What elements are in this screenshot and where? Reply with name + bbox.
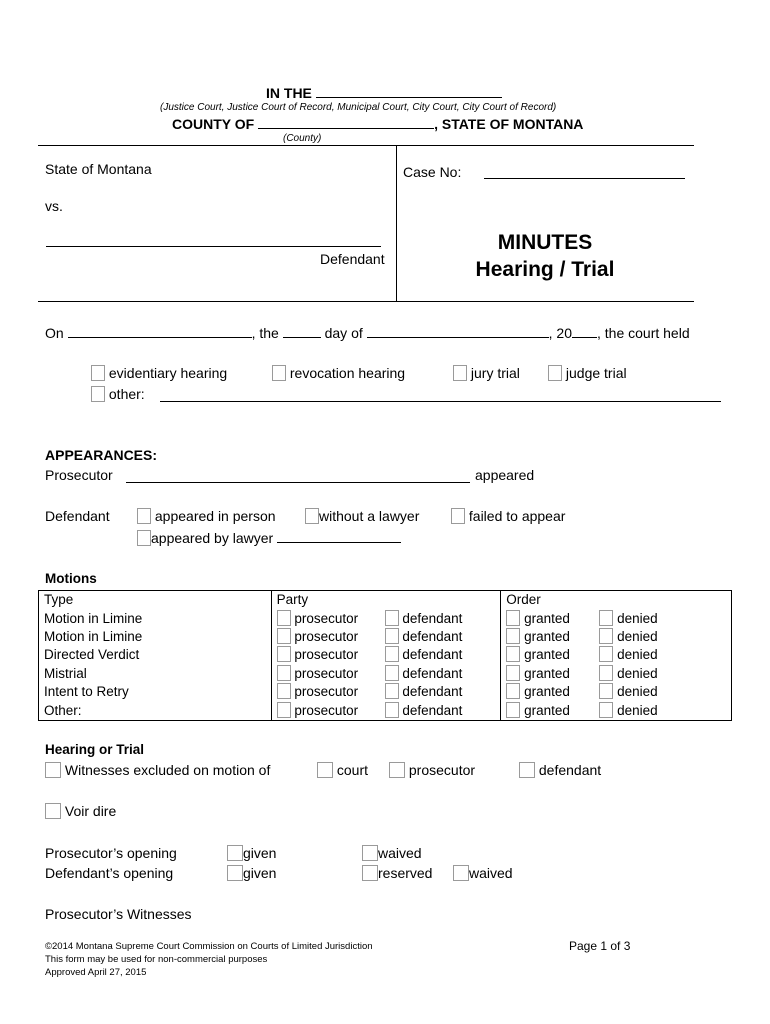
checkbox[interactable] xyxy=(385,610,399,626)
table-header-row xyxy=(39,591,732,610)
option-label: Voir dire xyxy=(64,803,117,819)
defendant-name-field[interactable] xyxy=(46,246,381,247)
option-label: prosecutor xyxy=(294,702,359,718)
order-granted-option[interactable] xyxy=(506,702,599,720)
checkbox[interactable] xyxy=(548,365,562,381)
order-cell xyxy=(501,609,732,627)
order-denied-option[interactable] xyxy=(599,610,657,628)
lawyer-name-field[interactable] xyxy=(277,529,401,543)
party-defendant-option[interactable] xyxy=(385,610,463,628)
checkbox[interactable] xyxy=(277,702,291,718)
checkbox[interactable] xyxy=(453,365,467,381)
case-no-field[interactable] xyxy=(484,178,685,179)
option-label: prosecutor xyxy=(294,610,359,626)
prosecutor-opening-waived-option[interactable] xyxy=(362,845,422,861)
month-field[interactable] xyxy=(367,324,549,338)
state-label: , STATE OF MONTANA xyxy=(434,116,584,132)
hearing-type-judge-trial[interactable] xyxy=(548,365,627,381)
prosecutor-witnesses-label: Prosecutor’s Witnesses xyxy=(45,906,192,922)
defendant-opening-reserved-option[interactable] xyxy=(362,865,432,881)
prosecutor-opening-label: Prosecutor’s opening xyxy=(45,845,177,861)
checkbox[interactable] xyxy=(227,845,243,861)
defendant-opening-given-option[interactable] xyxy=(227,865,276,881)
other-field[interactable] xyxy=(160,401,721,402)
option-label: granted xyxy=(524,684,570,700)
motion-type: Other: xyxy=(39,701,272,720)
party-defendant-option[interactable] xyxy=(385,646,463,664)
checkbox[interactable] xyxy=(45,762,61,778)
checkbox[interactable] xyxy=(506,628,520,644)
court-types-caption: (Justice Court, Justice Court of Record, Municipal Court, City Court, City Court of Record) xyxy=(160,102,557,113)
order-cell xyxy=(501,683,732,701)
option-label: denied xyxy=(617,647,658,663)
checkbox[interactable] xyxy=(451,508,465,524)
caption-bottom-rule xyxy=(38,301,694,302)
motion-type: Mistrial xyxy=(39,665,272,683)
checkbox[interactable] xyxy=(277,628,291,644)
day-of-label: day of xyxy=(324,325,363,341)
option-label: given xyxy=(243,845,277,861)
the-label: , the xyxy=(251,325,279,341)
checkbox[interactable] xyxy=(45,803,61,819)
checkbox[interactable] xyxy=(272,365,286,381)
checkbox[interactable] xyxy=(385,702,399,718)
county-line xyxy=(172,115,583,132)
option-label: granted xyxy=(524,702,570,718)
party-defendant-option[interactable] xyxy=(385,628,463,646)
appeared-label: appeared xyxy=(475,467,535,483)
year-label: , 20 xyxy=(548,325,572,341)
option-label: denied xyxy=(617,628,658,644)
option-label: prosecutor xyxy=(408,762,476,778)
checkbox[interactable] xyxy=(277,610,291,626)
option-label: reserved xyxy=(378,865,433,881)
hearing-type-other[interactable] xyxy=(91,386,145,402)
checkbox[interactable] xyxy=(453,865,469,881)
column-header-party: Party xyxy=(271,591,501,610)
motion-type: Motion in Limine xyxy=(39,609,272,627)
checkbox[interactable] xyxy=(362,865,378,881)
table-row xyxy=(39,609,732,627)
order-cell xyxy=(501,646,732,664)
prosecutor-name-field[interactable] xyxy=(126,482,470,483)
county-of-label: COUNTY OF xyxy=(172,116,255,132)
checkbox[interactable] xyxy=(385,628,399,644)
order-denied-option[interactable] xyxy=(599,683,657,701)
hearing-type-jury-trial[interactable] xyxy=(453,365,520,381)
checkbox[interactable] xyxy=(599,683,613,699)
party-cell xyxy=(271,628,501,646)
order-cell xyxy=(501,701,732,720)
hearing-type-revocation[interactable] xyxy=(272,365,405,381)
order-denied-option[interactable] xyxy=(599,628,657,646)
checkbox[interactable] xyxy=(506,646,520,662)
option-label: without a lawyer xyxy=(319,508,420,524)
copyright-text: ©2014 Montana Supreme Court Commission on Courts of Limited Jurisdiction xyxy=(45,941,373,952)
footer xyxy=(45,940,373,979)
motions-table xyxy=(38,590,732,721)
option-label: prosecutor xyxy=(294,665,359,681)
defendant-opening-label: Defendant’s opening xyxy=(45,865,174,881)
option-label: defendant xyxy=(402,702,463,718)
checkbox[interactable] xyxy=(389,762,405,778)
hearing-or-trial-heading: Hearing or Trial xyxy=(45,742,145,757)
motion-type: Motion in Limine xyxy=(39,628,272,646)
party-defendant-option[interactable] xyxy=(385,702,463,720)
option-label: revocation hearing xyxy=(289,365,406,381)
caption-divider xyxy=(396,145,397,302)
option-label: given xyxy=(243,865,277,881)
appeared-in-person-option[interactable] xyxy=(137,508,276,524)
option-label: denied xyxy=(617,702,658,718)
order-granted-option[interactable] xyxy=(506,646,599,664)
option-label: granted xyxy=(524,610,570,626)
table-row xyxy=(39,683,732,701)
option-label: judge trial xyxy=(565,365,627,381)
checkbox[interactable] xyxy=(277,646,291,662)
option-label: prosecutor xyxy=(294,684,359,700)
checkbox[interactable] xyxy=(305,508,319,524)
option-label: failed to appear xyxy=(468,508,566,524)
checkbox[interactable] xyxy=(91,386,105,402)
checkbox[interactable] xyxy=(599,628,613,644)
checkbox[interactable] xyxy=(599,610,613,626)
option-label: defendant xyxy=(402,610,463,626)
excluded-by-prosecutor-option[interactable] xyxy=(389,762,475,778)
defendant-caption-label: Defendant xyxy=(320,251,385,267)
table-row xyxy=(39,701,732,720)
page-number: Page 1 of 3 xyxy=(569,939,631,953)
checkbox[interactable] xyxy=(506,702,520,718)
vs-label: vs. xyxy=(45,198,63,214)
motions-heading: Motions xyxy=(45,571,97,586)
voir-dire-option[interactable] xyxy=(45,803,116,819)
checkbox[interactable] xyxy=(137,508,151,524)
usage-text: This form may be used for non-commercial purposes xyxy=(45,954,268,965)
table-row xyxy=(39,628,732,646)
option-label: defendant xyxy=(402,665,463,681)
day-field[interactable] xyxy=(283,324,321,338)
option-label: appeared in person xyxy=(154,508,276,524)
party-defendant-option[interactable] xyxy=(385,683,463,701)
checkbox[interactable] xyxy=(317,762,333,778)
option-label: waived xyxy=(378,845,422,861)
option-label: denied xyxy=(617,684,658,700)
party-prosecutor-option[interactable] xyxy=(277,665,385,683)
appeared-by-lawyer-option[interactable] xyxy=(137,529,401,546)
order-cell xyxy=(501,665,732,683)
checkbox[interactable] xyxy=(599,665,613,681)
party-cell xyxy=(271,701,501,720)
order-granted-option[interactable] xyxy=(506,628,599,646)
option-label: waived xyxy=(469,865,513,881)
failed-to-appear-option[interactable] xyxy=(451,508,565,524)
checkbox[interactable] xyxy=(277,665,291,681)
excluded-by-court-option[interactable] xyxy=(317,762,368,778)
checkbox[interactable] xyxy=(385,665,399,681)
checkbox[interactable] xyxy=(599,646,613,662)
option-label: court xyxy=(336,762,369,778)
county-name-field[interactable] xyxy=(258,115,434,129)
party-cell xyxy=(271,665,501,683)
defendant-appearance-label: Defendant xyxy=(45,508,110,524)
motion-type: Intent to Retry xyxy=(39,683,272,701)
checkbox[interactable] xyxy=(227,865,243,881)
option-label: defendant xyxy=(402,628,463,644)
column-header-order: Order xyxy=(501,591,732,610)
year-field[interactable] xyxy=(572,324,597,338)
court-held-label: , the court held xyxy=(597,325,690,341)
party-cell xyxy=(271,683,501,701)
checkbox[interactable] xyxy=(506,665,520,681)
option-label: granted xyxy=(524,647,570,663)
prosecutor-label: Prosecutor xyxy=(45,467,113,483)
in-the-label: IN THE xyxy=(266,85,312,101)
checkbox[interactable] xyxy=(277,683,291,699)
defendant-opening-waived-option[interactable] xyxy=(453,865,513,881)
order-cell xyxy=(501,628,732,646)
option-label: defendant xyxy=(402,684,463,700)
checkbox[interactable] xyxy=(385,683,399,699)
form-subtitle: Hearing / Trial xyxy=(475,258,615,281)
party-prosecutor-option[interactable] xyxy=(277,610,385,628)
plaintiff-name: State of Montana xyxy=(45,161,152,177)
caption-top-rule xyxy=(38,145,694,146)
party-cell xyxy=(271,646,501,664)
motion-type: Directed Verdict xyxy=(39,646,272,664)
checkbox[interactable] xyxy=(519,762,535,778)
on-label: On xyxy=(45,325,64,341)
prosecutor-opening-given-option[interactable] xyxy=(227,845,276,861)
option-label: defendant xyxy=(402,647,463,663)
checkbox[interactable] xyxy=(385,646,399,662)
party-prosecutor-option[interactable] xyxy=(277,683,385,701)
option-label: granted xyxy=(524,628,570,644)
appearances-heading: APPEARANCES: xyxy=(45,447,158,463)
option-label: appeared by lawyer xyxy=(151,530,274,546)
without-lawyer-option[interactable] xyxy=(305,508,419,524)
weekday-field[interactable] xyxy=(68,324,252,338)
witnesses-excluded-option[interactable] xyxy=(45,762,270,778)
checkbox[interactable] xyxy=(506,683,520,699)
table-row xyxy=(39,665,732,683)
party-prosecutor-option[interactable] xyxy=(277,702,385,720)
party-prosecutor-option[interactable] xyxy=(277,646,385,664)
column-header-type: Type xyxy=(39,591,272,610)
order-denied-option[interactable] xyxy=(599,646,657,664)
party-cell xyxy=(271,609,501,627)
checkbox[interactable] xyxy=(506,610,520,626)
option-label: denied xyxy=(617,665,658,681)
hearing-type-evidentiary[interactable] xyxy=(91,365,227,381)
form-title: MINUTES xyxy=(497,231,593,254)
court-line xyxy=(266,84,502,101)
option-label: Witnesses excluded on motion of xyxy=(64,762,271,778)
order-denied-option[interactable] xyxy=(599,665,657,683)
order-granted-option[interactable] xyxy=(506,683,599,701)
approval-text: Approved April 27, 2015 xyxy=(45,967,147,978)
party-prosecutor-option[interactable] xyxy=(277,628,385,646)
checkbox[interactable] xyxy=(91,365,105,381)
county-caption: (County) xyxy=(283,133,322,144)
excluded-by-defendant-option[interactable] xyxy=(519,762,601,778)
party-defendant-option[interactable] xyxy=(385,665,463,683)
table-row xyxy=(39,646,732,664)
order-granted-option[interactable] xyxy=(506,610,599,628)
court-name-field[interactable] xyxy=(316,84,502,98)
checkbox[interactable] xyxy=(137,530,151,546)
case-no-label: Case No: xyxy=(403,164,462,180)
option-label: denied xyxy=(617,610,658,626)
option-label: prosecutor xyxy=(294,647,359,663)
order-denied-option[interactable] xyxy=(599,702,657,720)
option-label: evidentiary hearing xyxy=(108,365,228,381)
option-label: granted xyxy=(524,665,570,681)
order-granted-option[interactable] xyxy=(506,665,599,683)
date-line xyxy=(45,324,690,341)
checkbox[interactable] xyxy=(599,702,613,718)
option-label: other: xyxy=(108,386,145,402)
option-label: prosecutor xyxy=(294,628,359,644)
option-label: jury trial xyxy=(470,365,520,381)
checkbox[interactable] xyxy=(362,845,378,861)
option-label: defendant xyxy=(538,762,602,778)
